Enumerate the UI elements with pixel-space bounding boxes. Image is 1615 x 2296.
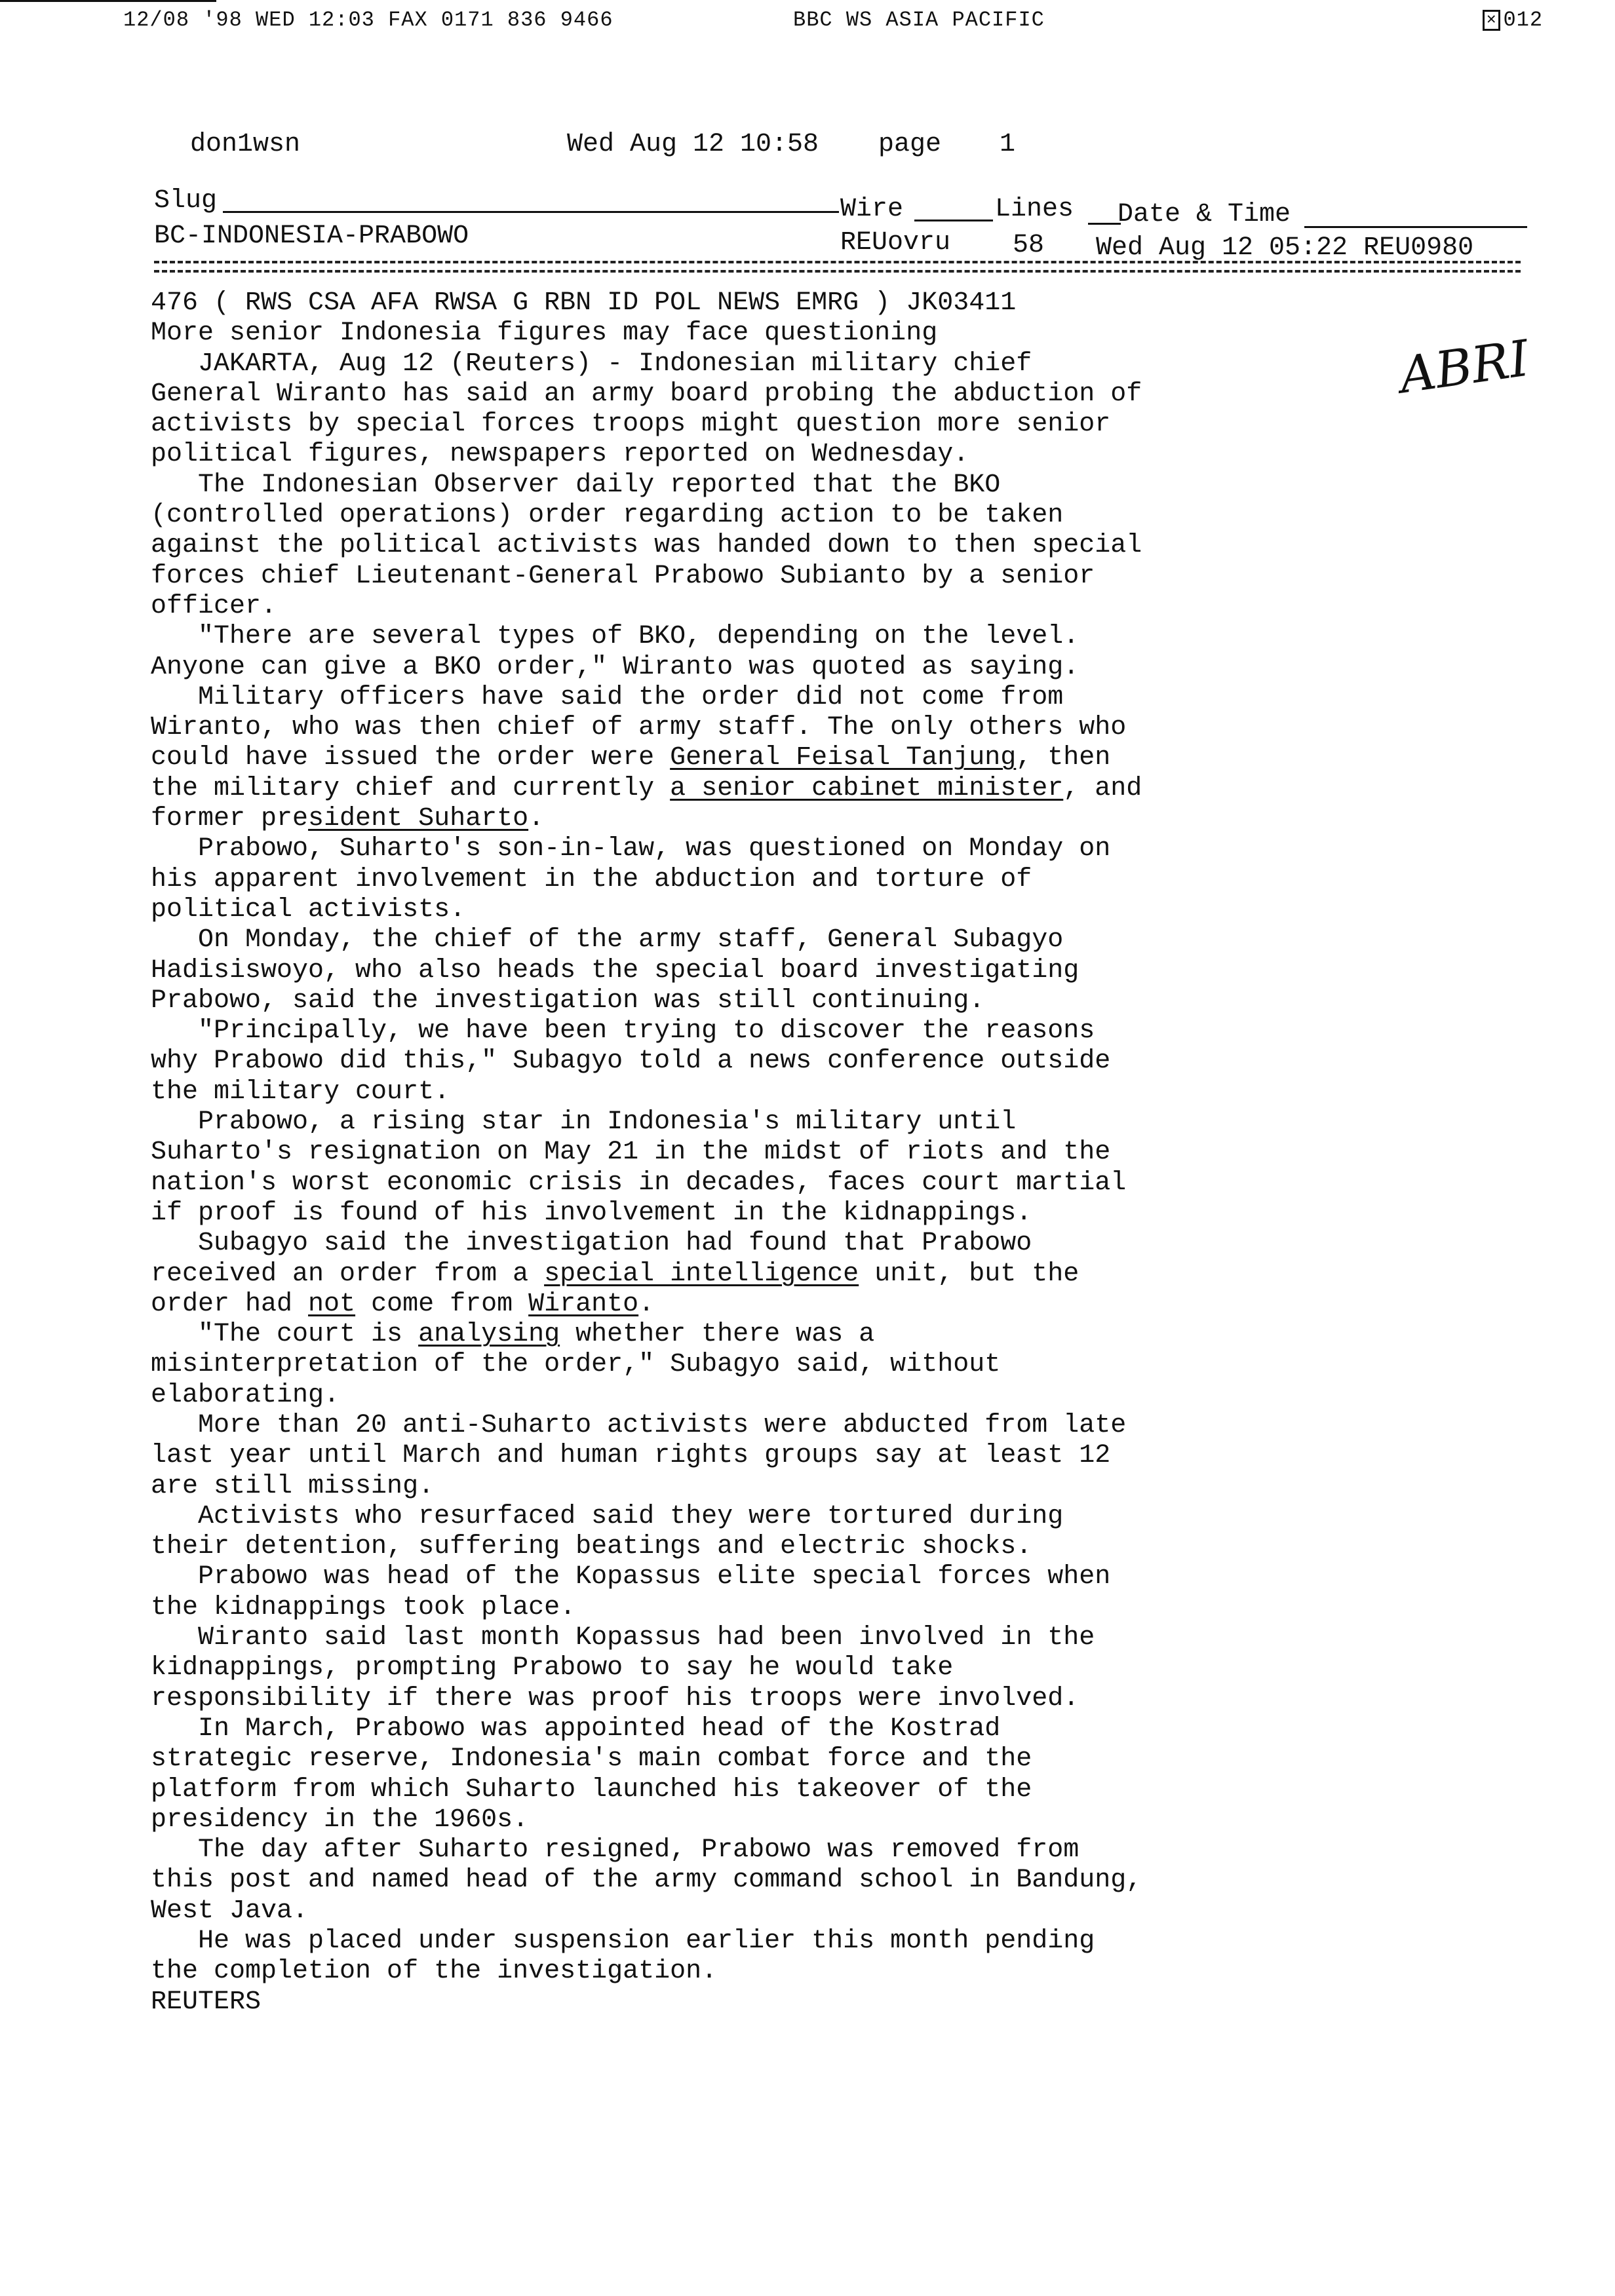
underlined-name: Wiranto: [528, 1289, 639, 1319]
datetime-value: Wed Aug 12 05:22 REU0980: [1096, 233, 1474, 263]
meta-page-label: page: [878, 130, 942, 159]
story-fragment: received an order from a: [151, 1259, 545, 1289]
story-line: his apparent involvement in the abduction and torture of: [151, 864, 1032, 894]
story-line: platform from which Suharto launched his takeover of the: [151, 1774, 1032, 1805]
story-line: Suharto's resignation on May 21 in the midst of riots and the: [151, 1138, 1111, 1168]
meta-page-number: 1: [1000, 130, 1016, 159]
story-line: In March, Prabowo was appointed head of the Kostrad: [151, 1713, 1001, 1744]
story-line: the completion of the investigation.: [151, 1957, 718, 1987]
story-line: the military court.: [151, 1077, 450, 1107]
slug-value: BC-INDONESIA-PRABOWO: [154, 221, 469, 251]
story-fragment: .: [528, 804, 545, 834]
story-line: political activists.: [151, 894, 466, 925]
story-fragment: the military chief and currently: [151, 773, 671, 803]
story-line: 476 ( RWS CSA AFA RWSA G RBN ID POL NEWS EMRG ) JK03411: [151, 288, 1017, 318]
datetime-label: Date & Time: [1118, 200, 1291, 229]
lines-value: 58: [1013, 231, 1045, 260]
corner-rule: [0, 0, 216, 2]
underlined-name: sident Suharto: [308, 804, 529, 834]
underlined-word: analysing: [418, 1320, 560, 1350]
story-line: Wiranto said last month Kopassus had been involved in the: [151, 1623, 1095, 1653]
story-fragment: "The court is: [151, 1320, 419, 1350]
story-line: [151, 804, 1429, 834]
lines-label: Lines: [995, 195, 1074, 224]
story-line: Anyone can give a BKO order," Wiranto was quoted as saying.: [151, 652, 1080, 682]
story-line: West Java.: [151, 1896, 309, 1926]
story-line: officer.: [151, 591, 277, 621]
story-fragment: unit, but the: [859, 1259, 1080, 1289]
slug-rule: [223, 211, 839, 213]
story-line: Prabowo was head of the Kopassus elite special forces when: [151, 1562, 1111, 1592]
story-line: [151, 774, 1429, 804]
story-line: this post and named head of the army command school in Bandung,: [151, 1866, 1142, 1896]
meta-user: don1wsn: [190, 130, 301, 159]
datetime-rule: [1304, 226, 1527, 228]
underlined-phrase: a senior cabinet minister: [670, 773, 1064, 803]
underlined-name: General Feisal Tanjung: [670, 743, 1017, 773]
fax-page-number: 012: [1503, 8, 1544, 32]
story-fragment: , then: [1016, 743, 1111, 773]
story-fragment: , and: [1063, 773, 1142, 803]
story-line: Prabowo, Suharto's son-in-law, was questioned on Monday on: [151, 834, 1111, 864]
slug-label: Slug: [154, 186, 218, 216]
wire-value: REUovru: [840, 228, 951, 258]
wire-label: Wire: [840, 195, 904, 224]
fax-header-left: 12/08 '98 WED 12:03 FAX 0171 836 9466: [123, 8, 613, 32]
story-line: misinterpretation of the order," Subagyo said, without: [151, 1350, 1001, 1380]
story-line: Wiranto, who was then chief of army staff. The only others who: [151, 713, 1127, 743]
story-sign-off: REUTERS: [151, 1987, 262, 2017]
story-line: responsibility if there was proof his troops were involved.: [151, 1683, 1080, 1713]
story-line: [151, 1320, 1429, 1350]
story-line: Subagyo said the investigation had found that Prabowo: [151, 1229, 1032, 1259]
story-line: elaborating.: [151, 1380, 340, 1410]
fax-header-center: BBC WS ASIA PACIFIC: [793, 8, 1045, 32]
fax-box-icon: ✕: [1483, 10, 1500, 31]
wire-rule: [914, 220, 993, 221]
fax-page-mark: [1483, 8, 1543, 32]
story-fragment: come from: [355, 1289, 529, 1319]
story-line: The Indonesian Observer daily reported that the BKO: [151, 470, 1001, 500]
story-line: nation's worst economic crisis in decades, faces court martial: [151, 1168, 1127, 1198]
story-line: strategic reserve, Indonesia's main combat force and the: [151, 1744, 1032, 1774]
story-line: (controlled operations) order regarding action to be taken: [151, 501, 1064, 531]
header-double-rule: [154, 261, 1521, 273]
story-line: political figures, newspapers reported on Wednesday.: [151, 440, 969, 470]
story-fragment: former pre: [151, 804, 309, 834]
story-line: "There are several types of BKO, depending on the level.: [151, 622, 1080, 652]
story-line: Prabowo, said the investigation was still continuing.: [151, 985, 985, 1016]
story-line: More than 20 anti-Suharto activists were abducted from late: [151, 1410, 1127, 1440]
story-line: against the political activists was handed down to then special: [151, 531, 1142, 561]
story-line: presidency in the 1960s.: [151, 1805, 529, 1835]
story-line: JAKARTA, Aug 12 (Reuters) - Indonesian military chief: [151, 349, 1032, 379]
story-line: the kidnappings took place.: [151, 1592, 576, 1622]
story-line: [151, 743, 1429, 773]
story-line: kidnappings, prompting Prabowo to say he would take: [151, 1653, 954, 1683]
story-line: [151, 1259, 1429, 1290]
story-line: last year until March and human rights groups say at least 12: [151, 1441, 1111, 1471]
story-fragment: .: [638, 1289, 655, 1319]
story-fragment: order had: [151, 1289, 309, 1319]
story-line: activists by special forces troops might question more senior: [151, 410, 1111, 440]
story-line: [151, 1290, 1429, 1320]
lines-rule: [1088, 223, 1121, 225]
handwritten-note: ABRI: [1395, 328, 1533, 405]
story-line: their detention, suffering beatings and electric shocks.: [151, 1532, 1032, 1562]
story-line: Hadisiswoyo, who also heads the special board investigating: [151, 955, 1080, 985]
underlined-word: not: [308, 1289, 356, 1319]
story-headline: More senior Indonesia figures may face questioning: [151, 318, 938, 349]
story-line: He was placed under suspension earlier this month pending: [151, 1926, 1095, 1957]
story-line: forces chief Lieutenant-General Prabowo Subianto by a senior: [151, 561, 1095, 591]
story-line: "Principally, we have been trying to discover the reasons: [151, 1016, 1095, 1046]
story-line: are still missing.: [151, 1471, 435, 1501]
story-line: On Monday, the chief of the army staff, General Subagyo: [151, 925, 1064, 955]
story-line: Activists who resurfaced said they were tortured during: [151, 1501, 1064, 1531]
story-line: General Wiranto has said an army board probing the abduction of: [151, 379, 1142, 409]
story-body: [151, 288, 1429, 2018]
story-line: Prabowo, a rising star in Indonesia's military until: [151, 1107, 1017, 1138]
story-line: if proof is found of his involvement in the kidnappings.: [151, 1198, 1032, 1228]
meta-datetime: Wed Aug 12 10:58: [567, 130, 819, 159]
underlined-phrase: special intelligence: [544, 1259, 859, 1289]
story-fragment: could have issued the order were: [151, 743, 671, 773]
story-fragment: whether there was a: [560, 1320, 875, 1350]
story-line: The day after Suharto resigned, Prabowo was removed from: [151, 1835, 1080, 1866]
story-line: Military officers have said the order did not come from: [151, 682, 1064, 712]
story-line: why Prabowo did this," Subagyo told a news conference outside: [151, 1046, 1111, 1077]
